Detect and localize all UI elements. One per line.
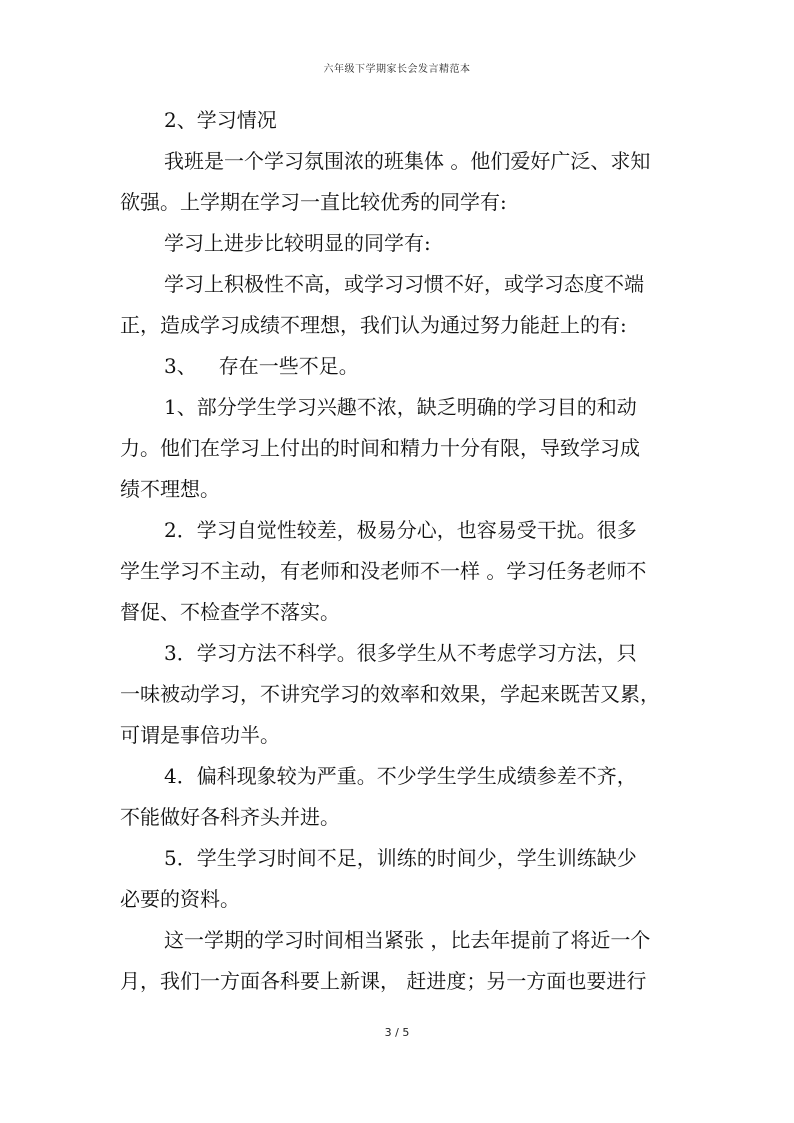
- paragraph-line: 2．学习自觉性较差，极易分心，也容易受干扰。很多: [164, 518, 637, 542]
- section-number: 3、: [164, 354, 197, 378]
- paragraph-line: 欲强。上学期在学习一直比较优秀的同学有:: [120, 190, 507, 214]
- paragraph-line: 可谓是事倍功半。: [120, 723, 280, 747]
- paragraph-line: 3．学习方法不科学。很多学生从不考虑学习方法，只: [164, 641, 637, 665]
- paragraph-line: 学生学习不主动，有老师和没老师不一样 。学习任务老师不: [120, 559, 647, 583]
- paragraph-line: 学习上积极性不高，或学习习惯不好，或学习态度不端: [164, 272, 644, 296]
- paragraph-line: 正，造成学习成绩不理想，我们认为通过努力能赶上的有:: [120, 313, 627, 337]
- paragraph-line: 绩不理想。: [120, 477, 220, 501]
- page-number: 3 / 5: [384, 1026, 410, 1039]
- paragraph-line: 5．学生学习时间不足，训练的时间少，学生训练缺少: [164, 846, 637, 870]
- document-body: [120, 100, 680, 1002]
- paragraph-line: 1、部分学生学习兴趣不浓，缺乏明确的学习目的和动: [164, 395, 637, 419]
- paragraph-line: 一味被动学习，不讲究学习的效率和效果，学起来既苦又累，: [120, 682, 660, 706]
- page-header-title: 六年级下学期家长会发言精范本: [323, 64, 471, 75]
- paragraph-line: 4．偏科现象较为严重。不少学生学生成绩参差不齐，: [164, 764, 637, 788]
- paragraph-line: 必要的资料。: [120, 887, 240, 911]
- paragraph-line: 我班是一个学习氛围浓的班集体 。他们爱好广泛、求知: [164, 149, 651, 173]
- paragraph-line: 力。他们在学习上付出的时间和精力十分有限，导致学习成: [120, 436, 640, 460]
- paragraph-line: 学习上进步比较明显的同学有:: [164, 231, 431, 255]
- section-heading-3: [120, 346, 680, 387]
- section-heading: 2、学习情况: [164, 108, 277, 132]
- paragraph-line: 不能做好各科齐头并进。: [120, 805, 340, 829]
- section-title: 存在一些不足。: [218, 354, 359, 378]
- paragraph-line: 督促、不检查学不落实。: [120, 600, 340, 624]
- paragraph-line: 这一学期的学习时间相当紧张 ，比去年提前了将近一个: [164, 928, 651, 952]
- paragraph-line: 月，我们一方面各科要上新课， 赶进度；另一方面也要进行: [120, 969, 647, 993]
